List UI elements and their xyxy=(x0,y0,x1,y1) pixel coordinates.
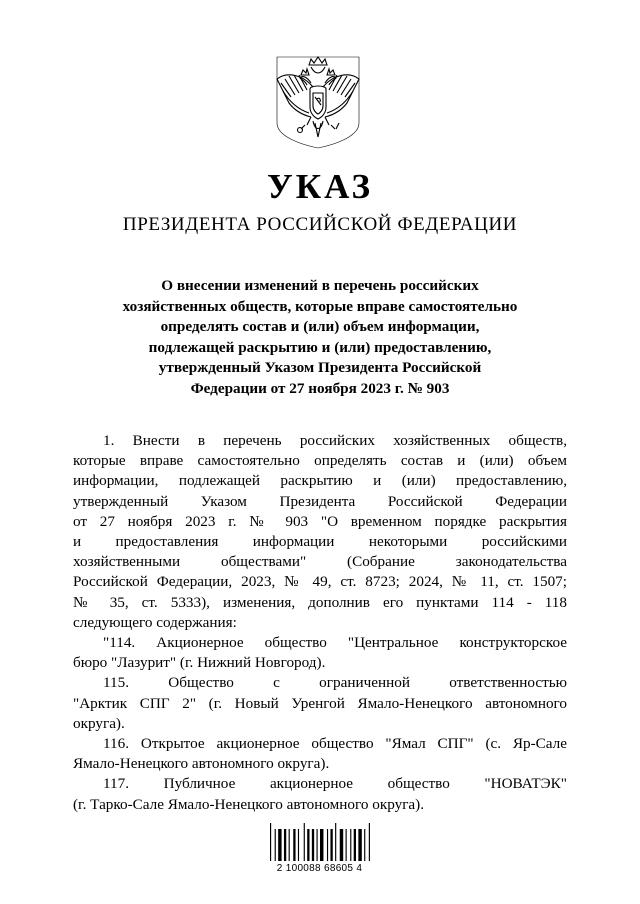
item-115 xyxy=(73,673,567,734)
text-line: "Арктик СПГ 2" (г. Новый Уренгой Ямало-Ненецкого автономного xyxy=(73,694,567,712)
text-line: которые вправе самостоятельно определять состав и (или) объем xyxy=(73,452,567,470)
item-117 xyxy=(73,774,567,814)
heading-line: определять состав и (или) объем информации, xyxy=(160,318,480,336)
text-line: (г. Тарко-Сале Ямало-Ненецкого автономного округа). xyxy=(73,795,425,813)
barcode xyxy=(262,823,377,877)
text-line: 1. Внести в перечень российских хозяйственных обществ, xyxy=(103,432,567,449)
barcode-number: 2 100088 68605 4 xyxy=(276,863,363,874)
text-line: следующего содержания: xyxy=(73,613,237,631)
text-line: 115. Общество с ограниченной ответственностью xyxy=(103,674,567,692)
text-line: 116. Открытое акционерное общество "Ямал СПГ" (с. Яр-Сале xyxy=(103,735,567,753)
state-emblem xyxy=(273,53,363,149)
heading-line: хозяйственных обществ, которые вправе самостоятельно xyxy=(122,297,518,315)
text-line: информации, подлежащей раскрытию и (или) предоставлению, xyxy=(73,472,567,490)
text-line: Российской Федерации, 2023, № 49, ст. 8723; 2024, № 11, ст. 1507; xyxy=(73,573,567,591)
text-line: 117. Публичное акционерное общество "НОВАТЭК" xyxy=(103,775,567,793)
text-line: № 35, ст. 5333), изменения, дополнив его пунктами 114 - 118 xyxy=(73,593,567,611)
item-116 xyxy=(73,734,567,774)
text-line: хозяйственными обществами" (Собрание законодательства xyxy=(73,553,567,571)
barcode-graphic xyxy=(270,823,370,861)
heading-line: О внесении изменений в перечень российских xyxy=(161,277,479,294)
decree-body xyxy=(73,431,567,815)
heading-line: Федерации от 27 ноября 2023 г. № 903 xyxy=(190,379,450,397)
decree-heading xyxy=(100,276,540,400)
item-114 xyxy=(73,633,567,673)
document-type-title: УКАЗ xyxy=(267,167,373,206)
text-line: "114. Акционерное общество "Центральное конструкторское xyxy=(103,634,567,652)
issuer-subtitle: ПРЕЗИДЕНТА РОССИЙСКОЙ ФЕДЕРАЦИИ xyxy=(122,214,518,235)
heading-line: утвержденный Указом Президента Российской xyxy=(158,359,482,377)
heading-line: подлежащей раскрытию и (или) предоставлению, xyxy=(148,338,492,356)
paragraph-1 xyxy=(73,431,567,633)
text-line: бюро "Лазурит" (г. Нижний Новгород). xyxy=(73,654,326,672)
text-line: и предоставления информации некоторыми российскими xyxy=(73,533,567,551)
text-line: утвержденный Указом Президента Российской Федерации xyxy=(73,492,567,510)
text-line: Ямало-Ненецкого автономного округа). xyxy=(73,755,330,773)
text-line: округа). xyxy=(73,714,125,732)
text-line: от 27 ноября 2023 г. № 903 "О временном порядке раскрытия xyxy=(73,512,567,530)
